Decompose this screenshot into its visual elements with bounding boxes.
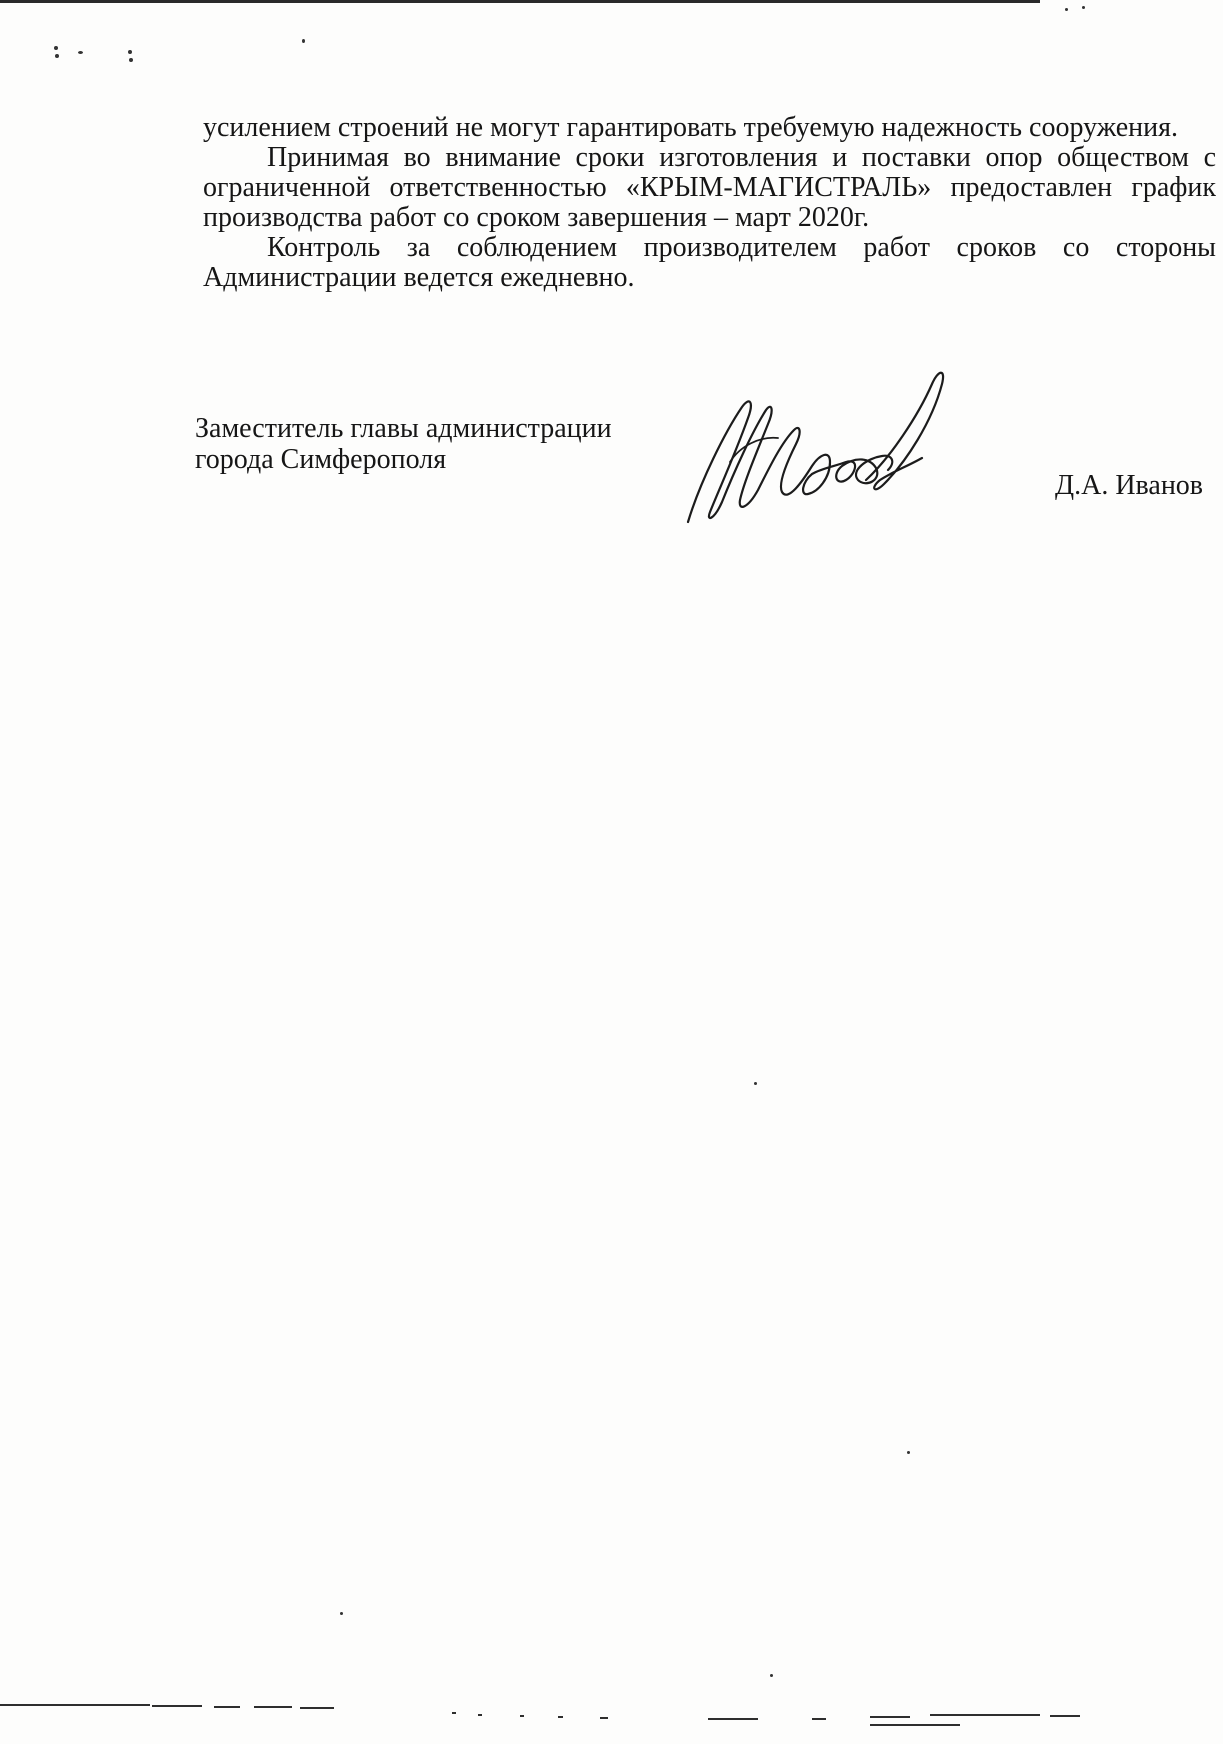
letter-body xyxy=(203,113,1216,293)
paragraph-continuation: усилением строений не могут гарантировать требуемую надежность сооружения. xyxy=(203,112,1178,143)
scan-speck xyxy=(129,58,133,62)
signatory-position-line2: города Симферополя xyxy=(195,444,447,475)
scan-speck xyxy=(54,46,58,50)
scan-speck xyxy=(1065,8,1068,11)
scan-speck xyxy=(770,1674,773,1677)
scan-speck xyxy=(340,1612,343,1615)
signer-name: Д.А. Иванов xyxy=(1055,470,1204,501)
signatory-position-line1: Заместитель главы администрации xyxy=(195,413,612,444)
scan-speck xyxy=(1082,6,1085,9)
scan-speck xyxy=(302,39,305,43)
scan-speck xyxy=(128,50,132,54)
scan-speck xyxy=(78,51,83,54)
scan-top-edge xyxy=(0,0,1040,3)
signatory-position xyxy=(195,413,612,475)
scan-speck xyxy=(754,1082,757,1085)
scan-noise xyxy=(0,1690,1223,1730)
scan-speck xyxy=(55,54,59,58)
paragraph-schedule: Принимая во внимание сроки изготовления и поставки опор обществом с ограниченной ответственностью «КРЫМ-МАГИСТРАЛЬ» предоставлен график производства работ со сроком завершения – март 2020г. xyxy=(203,142,1216,233)
handwritten-signature xyxy=(670,362,950,542)
scan-speck xyxy=(907,1451,910,1454)
paragraph-control: Контроль за соблюдением производителем работ сроков со стороны Администрации ведется ежедневно. xyxy=(203,232,1216,293)
